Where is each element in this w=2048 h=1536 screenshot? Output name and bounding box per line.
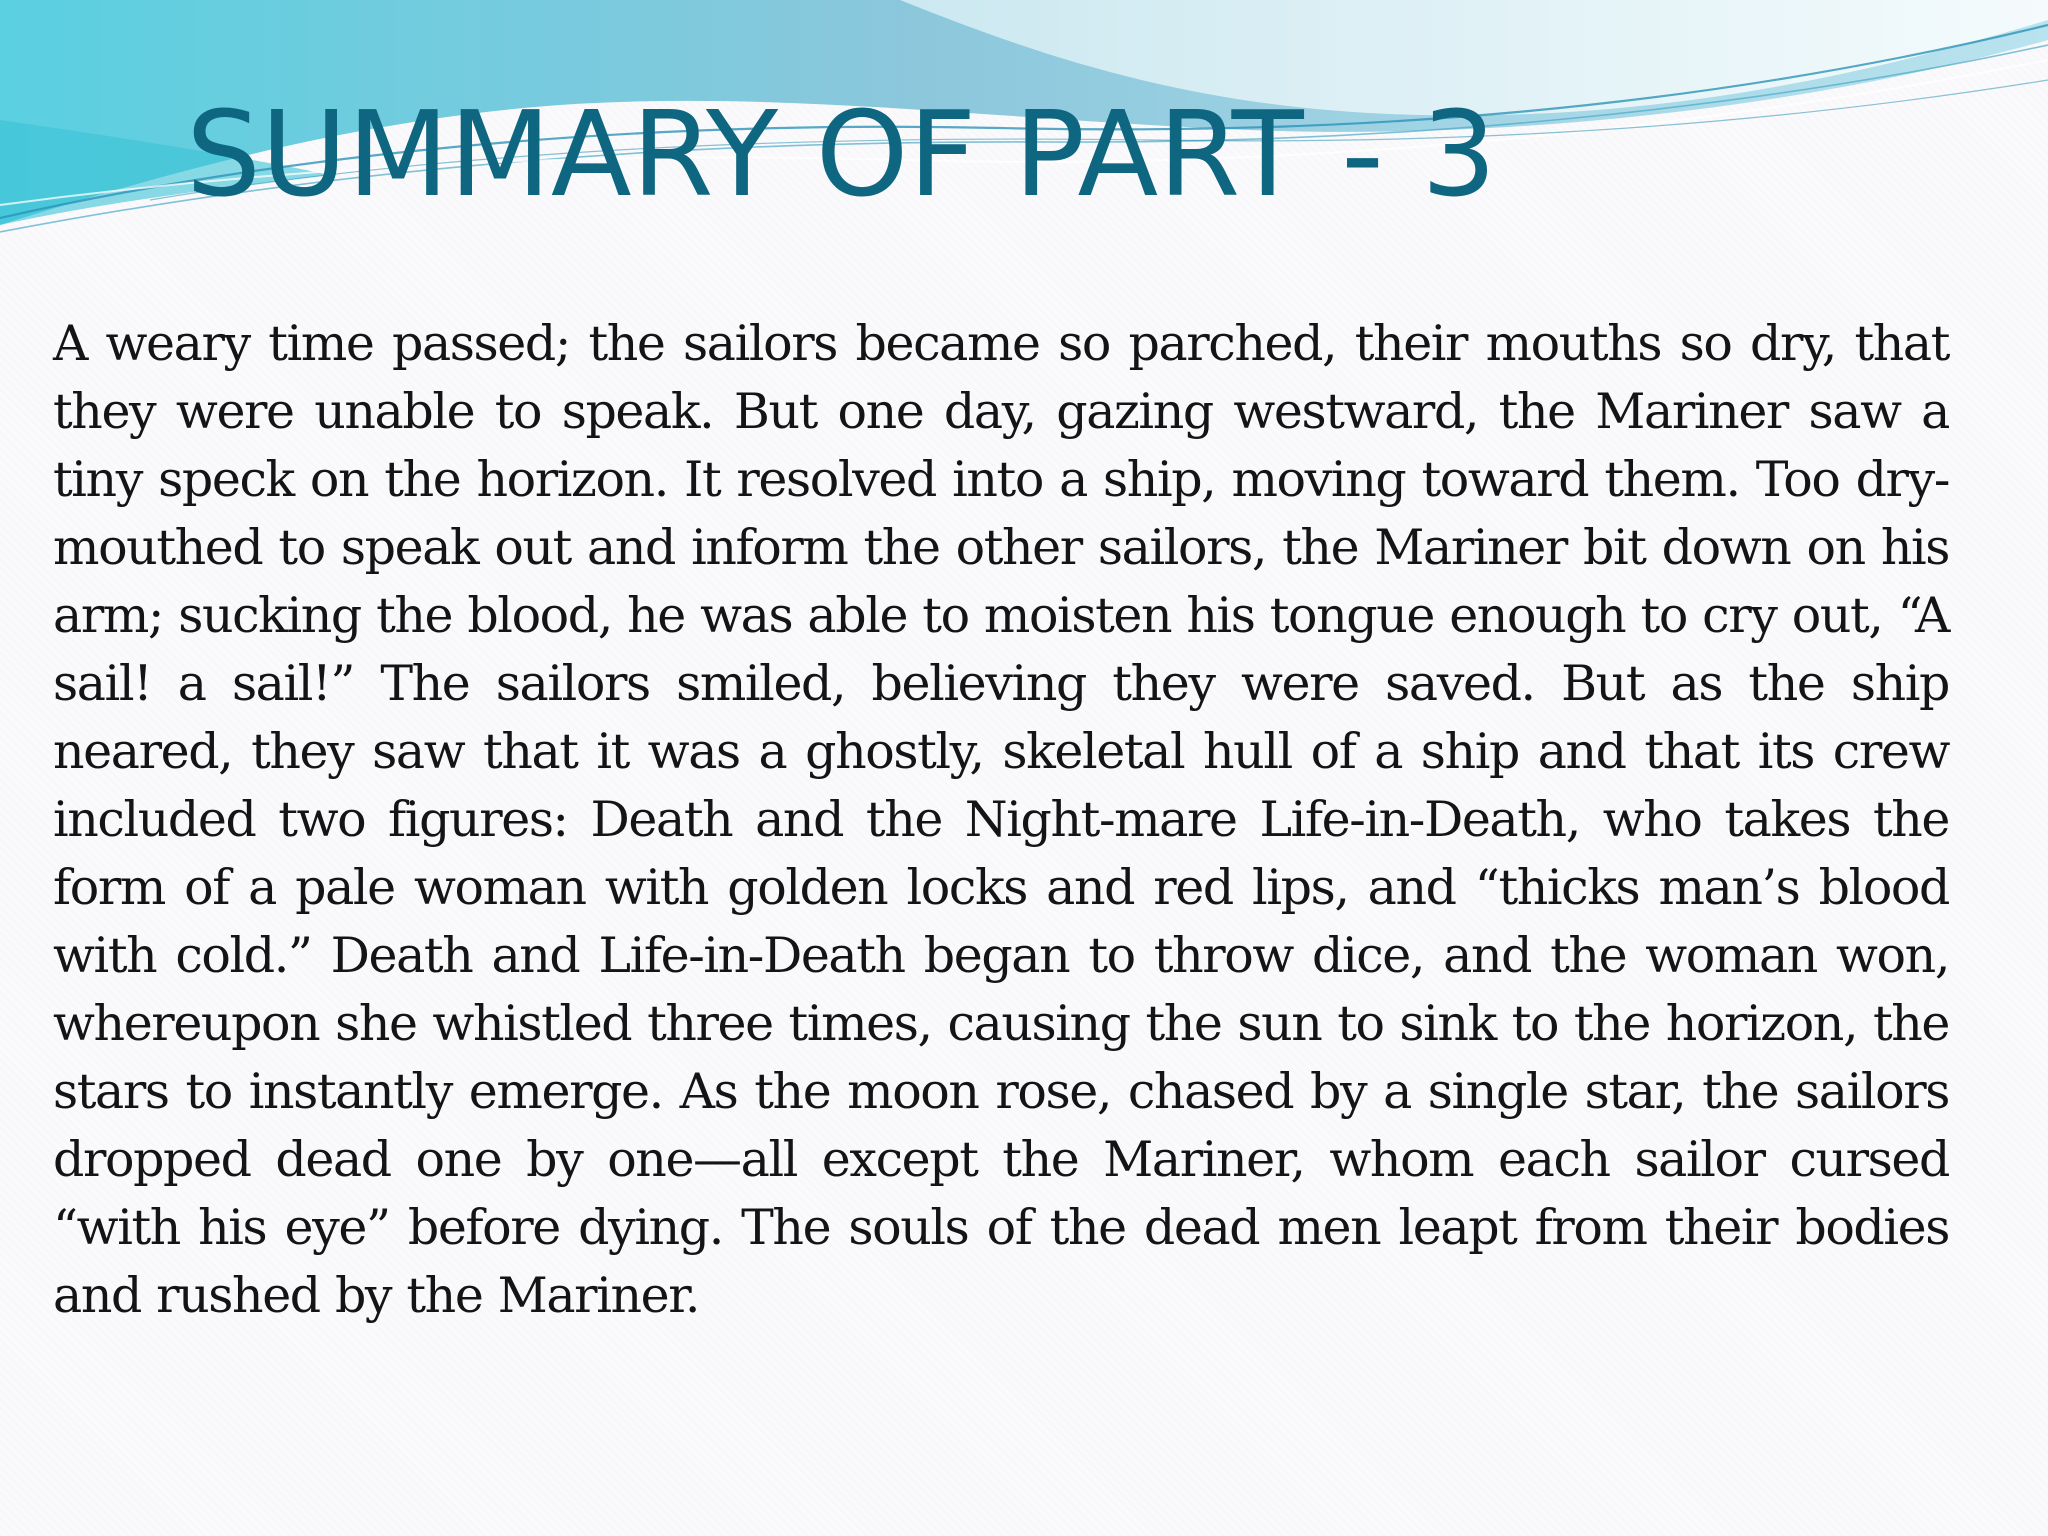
slide-body-text: A weary time passed; the sailors became so parched, their mouths so dry, that they were unable to speak. But one day, gazing westward, the Mariner saw a tiny speck on the horizon. It resolved into a ship, moving toward them. Too dry-mouthed to speak out and inform the other sailors, the Mariner bit down on his arm; sucking the blood, he was able to moisten his tongue enough to cry out, “A sail! a sail!” The sailors smiled, believing they were saved. But as the ship neared, they saw that it was a ghostly, skeletal hull of a ship and that its crew included two figures: Death and the Night-mare Life-in-Death, who takes the form of a pale woman with golden locks and red lips, and “thicks man’s blood with cold.” Death and Life-in-Death began to throw dice, and the woman won, whereupon she whistled three times, causing the sun to sink to the horizon, the stars to instantly emerge. As the moon rose, chased by a single star, the sailors dropped dead one by one—all except the Mariner, whom each sailor cursed “with his eye” before dying. The souls of the dead men leapt from their bodies and rushed by the Mariner. [53,315,1949,1324]
slide-title: SUMMARY OF PART - 3 [186,85,1497,223]
